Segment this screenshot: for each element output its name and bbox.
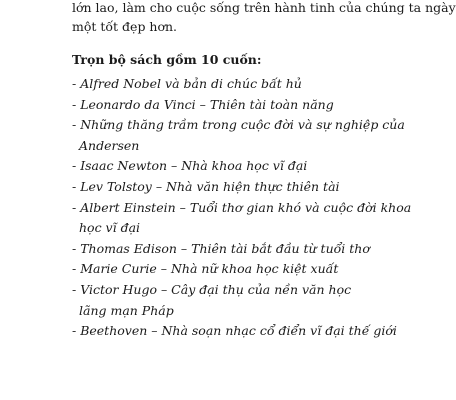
book-title: - Những thăng trầm trong cuộc đời và sự nghiệp của	[72, 117, 405, 133]
book-title: - Lev Tolstoy – Nhà văn hiện thực thiên tài	[72, 178, 340, 194]
book-item	[72, 259, 411, 280]
book-title: - Isaac Newton – Nhà khoa học vĩ đại	[72, 158, 308, 174]
book-title-continuation: lãng mạn Pháp	[79, 302, 174, 318]
book-title: - Victor Hugo – Cây đại thụ của nền văn học	[72, 281, 352, 297]
book-title: - Leonardo da Vinci – Thiên tài toàn năng	[72, 96, 334, 112]
book-title: - Marie Curie – Nhà nữ khoa học kiệt xuất	[72, 261, 339, 277]
book-item	[72, 177, 411, 198]
book-title-continuation: học vĩ đại	[79, 220, 141, 236]
book-title: - Thomas Edison – Thiên tài bắt đầu từ tuổi thơ	[72, 240, 370, 256]
book-title: - Beethoven – Nhà soạn nhạc cổ điển vĩ đại thế giới	[72, 323, 397, 339]
book-item	[72, 156, 411, 177]
intro-line: một tốt đẹp hơn.	[72, 19, 178, 34]
book-item	[72, 239, 411, 260]
book-title: - Alfred Nobel và bản di chúc bất hủ	[72, 76, 302, 91]
book-item	[72, 321, 411, 342]
book-set-heading: Trọn bộ sách gồm 10 cuốn:	[72, 52, 262, 67]
book-item	[72, 95, 411, 116]
book-list	[72, 74, 411, 342]
book-item	[72, 115, 411, 156]
book-title-continuation: Andersen	[79, 137, 140, 153]
intro-paragraph	[72, 0, 456, 36]
intro-line: lớn lao, làm cho cuộc sống trên hành tinh của chúng ta ngày	[72, 0, 456, 15]
book-title: - Albert Einstein – Tuổi thơ gian khó và cuộc đời khoa	[72, 199, 412, 215]
book-item	[72, 280, 411, 321]
book-item	[72, 74, 411, 95]
book-item	[72, 198, 411, 239]
